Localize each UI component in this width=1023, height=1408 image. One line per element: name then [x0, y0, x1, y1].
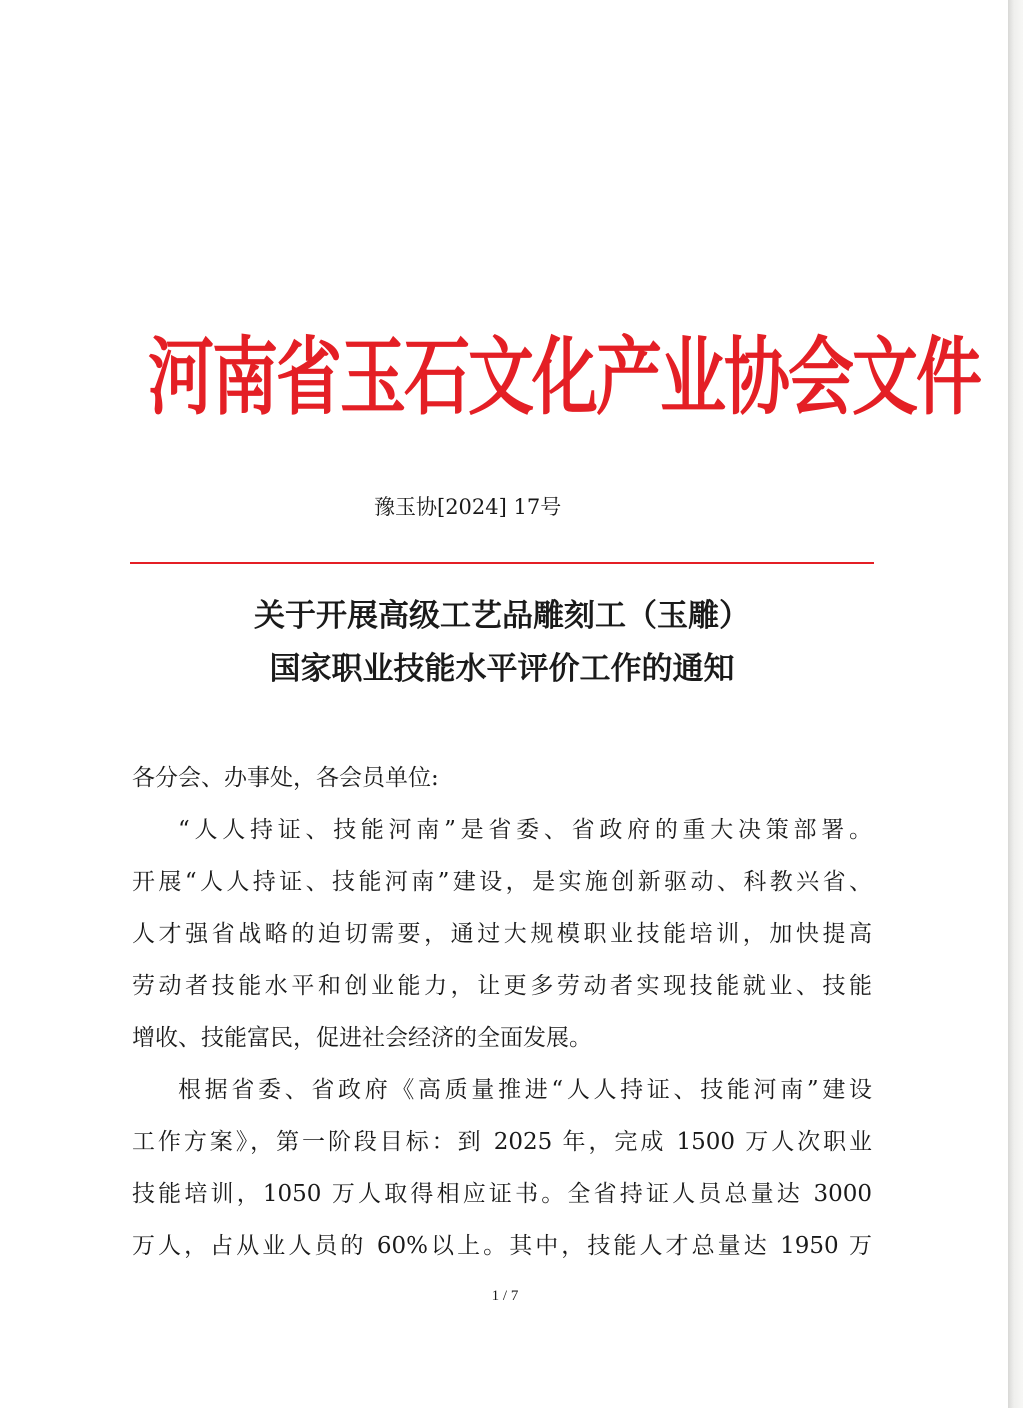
paragraph-1-line: 开展“人人持证、技能河南”建设，是实施创新驱动、科教兴省、 — [132, 869, 872, 895]
page-number: 1 / 7 — [491, 1288, 519, 1304]
paragraph-2-line: 万人，占从业人员的 60%以上。其中，技能人才总量达 1950 万 — [132, 1233, 872, 1259]
notice-title-line-2: 国家职业技能水平评价工作的通知 — [269, 651, 735, 687]
paragraph-1-line: 人才强省战略的迫切需要，通过大规模职业技能培训，加快提高 — [132, 921, 872, 947]
salutation: 各分会、办事处，各会员单位: — [132, 765, 439, 791]
paragraph-1-line: 劳动者技能水平和创业能力，让更多劳动者实现技能就业、技能 — [132, 973, 872, 999]
paragraph-2-line: 工作方案》，第一阶段目标：到 2025 年，完成 1500 万人次职业 — [132, 1129, 872, 1155]
org-header-title: 河南省玉石文化产业协会文件 — [148, 327, 980, 427]
paragraph-1-line: 增收、技能富民，促进社会经济的全面发展。 — [132, 1025, 592, 1051]
document-number: 豫玉协[2024] 17号 — [374, 495, 562, 519]
paragraph-1-line: “人人持证、技能河南”是省委、省政府的重大决策部署。 — [178, 817, 872, 843]
notice-title-line-1: 关于开展高级工艺品雕刻工（玉雕） — [254, 598, 750, 634]
paragraph-2-line: 根据省委、省政府《高质量推进“人人持证、技能河南”建设 — [178, 1077, 872, 1103]
red-divider-line — [130, 562, 874, 564]
scanned-page-edge — [1008, 0, 1023, 1408]
paragraph-2-line: 技能培训，1050 万人取得相应证书。全省持证人员总量达 3000 — [132, 1181, 872, 1207]
